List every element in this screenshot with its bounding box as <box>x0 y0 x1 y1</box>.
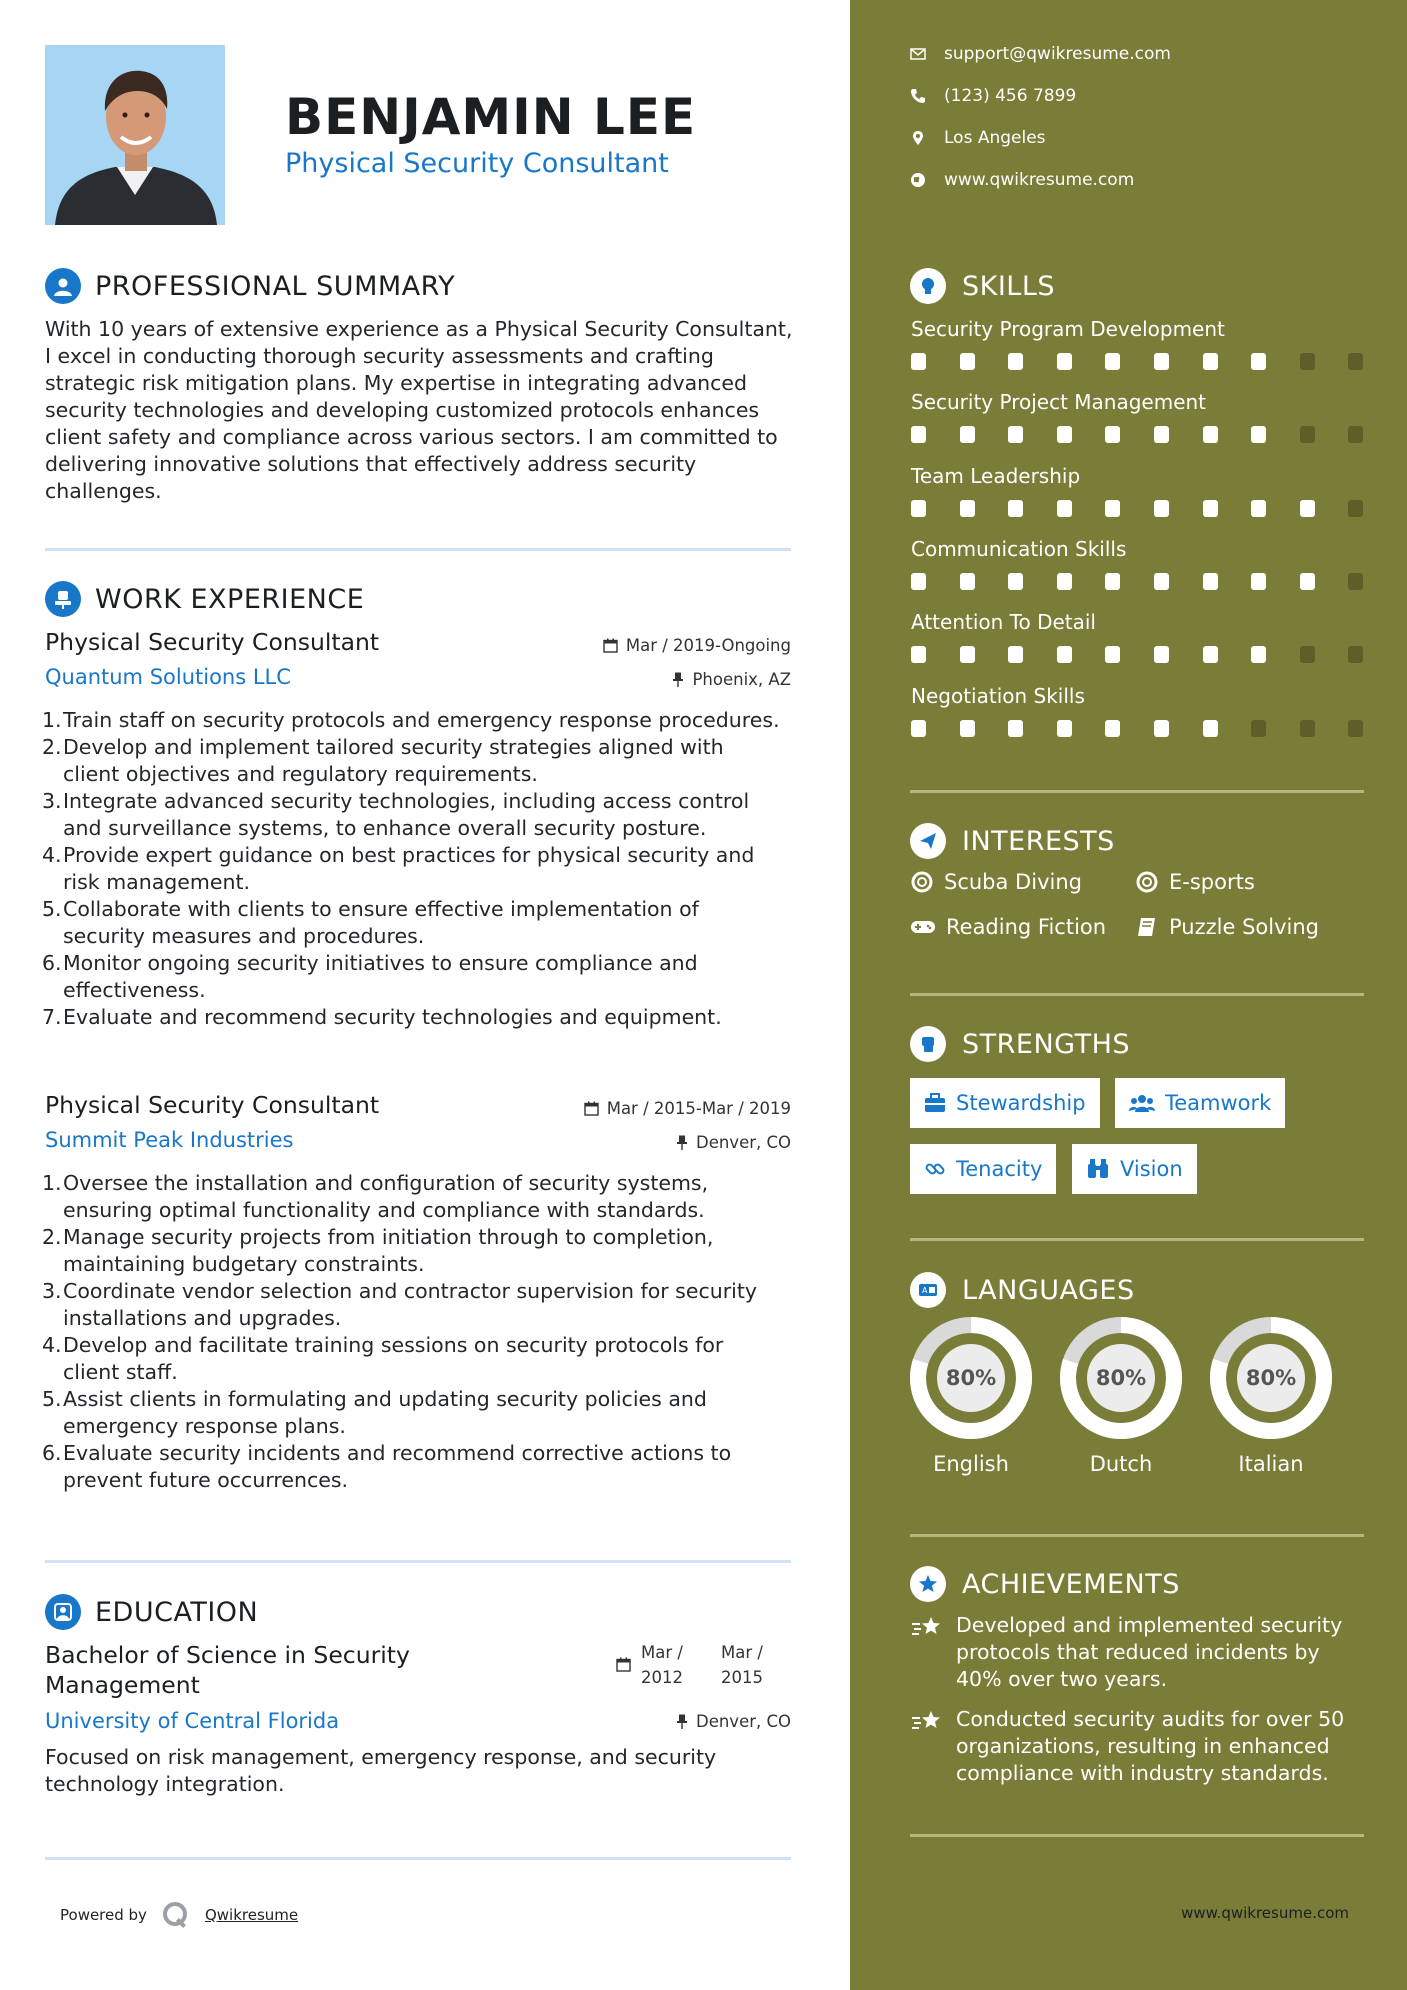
rating-dot-filled <box>1057 426 1072 443</box>
rating-dot-filled <box>1203 426 1218 443</box>
gamepad-icon <box>910 917 936 937</box>
candidate-name: BENJAMIN LEE <box>285 88 697 146</box>
job-dates-text: Mar / 2015-Mar / 2019 <box>606 1099 791 1118</box>
rating-dot-empty <box>1251 720 1266 737</box>
rating-dot-filled <box>1105 353 1120 370</box>
rating-dot-filled <box>1057 500 1072 517</box>
list-item: Develop and facilitate training sessions on security protocols for client staff. <box>63 1333 724 1384</box>
fist-icon <box>910 1026 946 1062</box>
pin-icon <box>676 1135 688 1150</box>
languages-heading: LANGUAGES <box>962 1274 1135 1306</box>
rating-dot-filled <box>1203 720 1218 737</box>
rating-dot-filled <box>1105 500 1120 517</box>
job-dates-text: Mar / 2019-Ongoing <box>625 636 791 655</box>
contact-phone <box>910 86 1076 106</box>
list-item: Collaborate with clients to ensure effective implementation of security measures and procedures. <box>63 897 699 948</box>
job-dates <box>584 1099 791 1118</box>
qwikresume-link[interactable]: Qwikresume <box>204 1906 299 1924</box>
language-percent: 80% <box>1245 1366 1297 1390</box>
list-item: Evaluate and recommend security technologies and equipment. <box>63 1005 722 1029</box>
rating-dot-empty <box>1348 573 1363 590</box>
language-name: English <box>933 1452 1009 1476</box>
skill-name: Communication Skills <box>911 537 1127 561</box>
skills-section-header <box>910 268 1055 304</box>
rating-dot-filled <box>1251 573 1266 590</box>
phone-icon <box>910 88 926 104</box>
interest-item <box>910 870 1082 894</box>
powered-by <box>60 1900 298 1930</box>
language-progress-ring <box>909 1316 1033 1440</box>
job-title: Physical Security Consultant <box>45 628 380 656</box>
section-divider <box>910 1534 1364 1537</box>
lightbulb-icon <box>910 268 946 304</box>
rating-dot-empty <box>1348 426 1363 443</box>
job-location <box>676 1133 791 1152</box>
pin-icon <box>672 672 684 687</box>
list-item: Manage security projects from initiation through to completion, maintaining budgetary constraints. <box>63 1225 714 1276</box>
job-duties-list <box>45 707 785 1031</box>
job-location-text: Denver, CO <box>695 1133 791 1152</box>
lifebuoy-icon <box>910 870 934 894</box>
qwikresume-logo-icon <box>161 1900 191 1930</box>
list-item: Monitor ongoing security initiatives to ensure compliance and effectiveness. <box>63 951 698 1002</box>
skill-name: Attention To Detail <box>911 610 1096 634</box>
strength-label: Vision <box>1120 1157 1183 1181</box>
interest-item <box>910 915 1106 939</box>
user-circle-icon <box>45 268 81 304</box>
list-item: Evaluate security incidents and recommend corrective actions to prevent future occurrences. <box>63 1441 732 1492</box>
strength-label: Teamwork <box>1165 1091 1272 1115</box>
link-icon <box>924 1158 946 1180</box>
rating-dot-empty <box>1348 720 1363 737</box>
degree-title: Bachelor of Science in Security Management <box>45 1641 410 1699</box>
rating-dot-filled <box>1154 573 1169 590</box>
education-dates <box>616 1640 791 1690</box>
rating-dot-filled <box>1057 720 1072 737</box>
rating-dot-filled <box>1203 500 1218 517</box>
rating-dot-filled <box>960 500 975 517</box>
candidate-title: Physical Security Consultant <box>285 148 669 179</box>
skill-rating <box>911 353 1397 370</box>
education-section-header <box>45 1594 258 1630</box>
skills-heading: SKILLS <box>962 270 1056 302</box>
list-item: Coordinate vendor selection and contractor supervision for security installations and upgrades. <box>63 1279 758 1330</box>
rating-dot-filled <box>1057 353 1072 370</box>
rating-dot-filled <box>1154 426 1169 443</box>
achievements-section-header <box>910 1566 1180 1602</box>
rating-dot-filled <box>960 720 975 737</box>
list-item: Train staff on security protocols and emergency response procedures. <box>63 708 780 732</box>
envelope-icon <box>910 46 926 62</box>
achievement-text: Conducted security audits for over 50 organizations, resulting in enhanced compliance with industry standards. <box>956 1707 1345 1785</box>
rating-dot-filled <box>1105 646 1120 663</box>
contact-email <box>910 44 1171 64</box>
translate-icon <box>910 1272 946 1308</box>
lifebuoy-icon <box>1135 870 1159 894</box>
section-divider <box>910 1238 1364 1241</box>
job-company: Summit Peak Industries <box>45 1128 294 1152</box>
skill-name: Security Project Management <box>911 390 1207 414</box>
strengths-section-header <box>910 1026 1130 1062</box>
globe-icon <box>910 172 926 188</box>
languages-section-header <box>910 1272 1135 1308</box>
strength-label: Stewardship <box>956 1091 1086 1115</box>
email-text[interactable]: support@qwikresume.com <box>944 44 1171 64</box>
rating-dot-filled <box>911 500 926 517</box>
rating-dot-filled <box>1154 500 1169 517</box>
section-divider <box>910 1834 1364 1837</box>
rating-dot-filled <box>1251 500 1266 517</box>
calendar-icon <box>603 638 618 653</box>
language-percent: 80% <box>945 1366 997 1390</box>
rating-dot-filled <box>1154 720 1169 737</box>
section-divider <box>45 1560 791 1563</box>
users-icon <box>1129 1093 1155 1113</box>
rating-dot-filled <box>1057 573 1072 590</box>
achievement-item <box>910 1612 1364 1693</box>
section-divider <box>910 993 1364 996</box>
rating-dot-empty <box>1300 353 1315 370</box>
skill-rating <box>911 426 1397 443</box>
rating-dot-empty <box>1348 646 1363 663</box>
education-start: Mar / 2012 <box>641 1643 683 1687</box>
language-item <box>909 1316 1033 1476</box>
rating-dot-filled <box>960 426 975 443</box>
list-item: Provide expert guidance on best practices for physical security and risk management. <box>63 843 755 894</box>
rating-dot-filled <box>911 720 926 737</box>
rating-dot-filled <box>1008 573 1023 590</box>
rating-dot-filled <box>1251 646 1266 663</box>
pin-icon <box>676 1714 688 1729</box>
summary-text: With 10 years of extensive experience as a Physical Security Consultant, I excel in conducting thorough security assessments and crafting strategic risk mitigation plans. My expertise in integrating advanced security technologies and developing customized protocols enhances client safety and compliance across various sectors. I am committed to delivering innovative solutions that effectively address security challenges. <box>45 317 793 503</box>
rating-dot-filled <box>1105 573 1120 590</box>
binoculars-icon <box>1086 1158 1110 1180</box>
star-badge-icon <box>910 1566 946 1602</box>
rating-dot-filled <box>960 573 975 590</box>
rating-dot-filled <box>1008 500 1023 517</box>
language-item <box>1209 1316 1333 1476</box>
interest-item <box>1135 915 1319 939</box>
rating-dot-filled <box>1203 353 1218 370</box>
rating-dot-filled <box>1251 426 1266 443</box>
shooting-star-icon <box>910 1614 944 1642</box>
education-heading: EDUCATION <box>95 1596 259 1628</box>
education-end: Mar / 2015 <box>721 1643 763 1687</box>
contact-location <box>910 128 1046 148</box>
skill-name: Negotiation Skills <box>911 684 1085 708</box>
strength-badge <box>910 1078 1100 1128</box>
skill-rating <box>911 500 1397 517</box>
list-item: Oversee the installation and configuration of security systems, ensuring optimal functionality and compliance with standards. <box>63 1171 709 1222</box>
skill-rating <box>911 573 1397 590</box>
job-dates <box>603 636 791 655</box>
calendar-icon <box>584 1101 599 1116</box>
rating-dot-filled <box>1154 353 1169 370</box>
rating-dot-filled <box>960 646 975 663</box>
rating-dot-filled <box>911 353 926 370</box>
interest-label: Reading Fiction <box>946 915 1107 939</box>
experience-section-header <box>45 581 364 617</box>
rating-dot-filled <box>1203 573 1218 590</box>
section-divider <box>910 790 1364 793</box>
language-percent: 80% <box>1095 1366 1147 1390</box>
section-divider <box>45 1857 791 1860</box>
skill-rating <box>911 720 1397 737</box>
person-portrait-icon <box>45 45 225 225</box>
list-item: Assist clients in formulating and updating security policies and emergency response plans. <box>63 1387 707 1438</box>
rating-dot-filled <box>911 426 926 443</box>
list-item: Integrate advanced security technologies, including access control and surveillance systems, to enhance overall security posture. <box>63 789 750 840</box>
language-progress-ring <box>1209 1316 1333 1440</box>
shooting-star-icon <box>910 1708 944 1736</box>
strength-badge <box>910 1144 1056 1194</box>
contact-website <box>910 170 1134 190</box>
calendar-icon <box>616 1657 631 1672</box>
footer-website[interactable]: www.qwikresume.com <box>1181 1904 1349 1922</box>
interest-item <box>1135 870 1255 894</box>
rating-dot-filled <box>1300 500 1315 517</box>
language-name: Dutch <box>1089 1452 1153 1476</box>
list-item: Develop and implement tailored security strategies aligned with client objectives and regulatory requirements. <box>63 735 724 786</box>
briefcase-icon <box>924 1093 946 1113</box>
profile-photo <box>45 45 225 225</box>
rating-dot-filled <box>911 573 926 590</box>
rating-dot-empty <box>1300 426 1315 443</box>
skill-name: Team Leadership <box>911 464 1081 488</box>
summary-section-header <box>45 268 455 304</box>
job-duties-list <box>45 1170 785 1494</box>
language-item <box>1059 1316 1183 1476</box>
job-location <box>672 670 791 689</box>
job-location-text: Phoenix, AZ <box>692 670 791 689</box>
rating-dot-filled <box>1008 646 1023 663</box>
paper-plane-icon <box>910 823 946 859</box>
map-marker-icon <box>910 130 926 146</box>
job-company: Quantum Solutions LLC <box>45 665 291 689</box>
rating-dot-empty <box>1348 500 1363 517</box>
rating-dot-filled <box>1008 426 1023 443</box>
rating-dot-empty <box>1348 353 1363 370</box>
rating-dot-empty <box>1300 646 1315 663</box>
website-text[interactable]: www.qwikresume.com <box>944 170 1135 190</box>
education-location-text: Denver, CO <box>695 1712 791 1731</box>
interest-label: Scuba Diving <box>944 870 1082 894</box>
section-divider <box>45 548 791 551</box>
rating-dot-filled <box>1105 426 1120 443</box>
language-progress-ring <box>1059 1316 1183 1440</box>
summary-heading: PROFESSIONAL SUMMARY <box>95 270 456 302</box>
rating-dot-filled <box>911 646 926 663</box>
strength-badge <box>1072 1144 1197 1194</box>
rating-dot-filled <box>1008 353 1023 370</box>
rating-dot-filled <box>1203 646 1218 663</box>
rating-dot-filled <box>1154 646 1169 663</box>
skill-rating <box>911 646 1397 663</box>
rating-dot-filled <box>1057 646 1072 663</box>
interests-section-header <box>910 823 1115 859</box>
strength-label: Tenacity <box>956 1157 1043 1181</box>
job-title: Physical Security Consultant <box>45 1091 380 1119</box>
briefcase-user-icon <box>45 581 81 617</box>
education-location <box>676 1712 791 1731</box>
rating-dot-filled <box>1105 720 1120 737</box>
graduate-icon <box>45 1594 81 1630</box>
skill-name: Security Program Development <box>911 317 1225 341</box>
achievement-text: Developed and implemented security protocols that reduced incidents by 40% over two years. <box>956 1613 1343 1691</box>
experience-heading: WORK EXPERIENCE <box>95 583 365 615</box>
education-description: Focused on risk management, emergency response, and security technology integration. <box>45 1745 717 1796</box>
strengths-heading: STRENGTHS <box>962 1028 1131 1060</box>
school-name: University of Central Florida <box>45 1709 340 1733</box>
strength-badge <box>1115 1078 1285 1128</box>
rating-dot-filled <box>1300 573 1315 590</box>
interest-label: E-sports <box>1169 870 1255 894</box>
achievement-item <box>910 1706 1364 1787</box>
svg-text:A: A <box>922 1286 928 1295</box>
achievements-heading: ACHIEVEMENTS <box>962 1568 1180 1600</box>
rating-dot-filled <box>1008 720 1023 737</box>
language-name: Italian <box>1238 1452 1304 1476</box>
rating-dot-filled <box>960 353 975 370</box>
interest-label: Puzzle Solving <box>1169 915 1319 939</box>
location-text: Los Angeles <box>944 128 1046 148</box>
interests-heading: INTERESTS <box>962 825 1115 857</box>
book-icon <box>1135 915 1159 939</box>
powered-by-label: Powered by <box>60 1906 147 1924</box>
rating-dot-filled <box>1251 353 1266 370</box>
phone-text: (123) 456 7899 <box>944 86 1077 106</box>
rating-dot-empty <box>1300 720 1315 737</box>
